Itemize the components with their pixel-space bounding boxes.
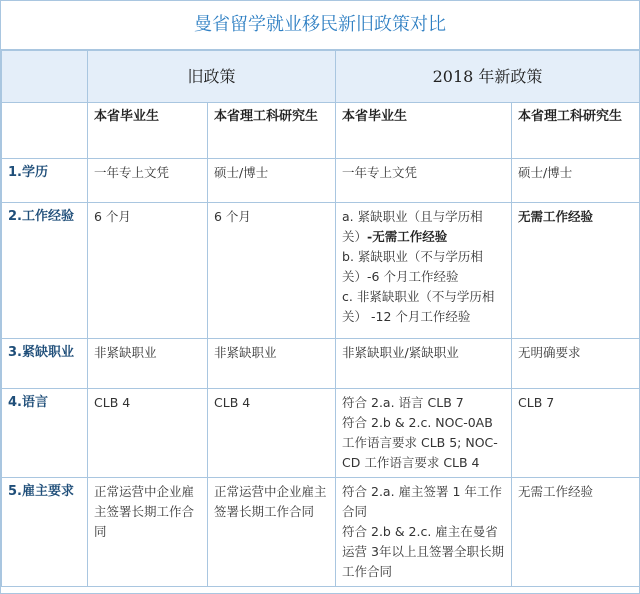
cell-line: 一年专上文凭 <box>94 165 170 180</box>
cell-text <box>208 389 336 478</box>
cell-text <box>88 478 208 587</box>
sub-header-row <box>2 103 640 159</box>
old-policy-header: 旧政策 <box>88 51 336 103</box>
cell-text <box>88 159 208 203</box>
cell-line: 符合 2.b & 2.c. 雇主在曼省运营 3年以上且签署全职长期工作合同 <box>342 524 504 579</box>
cell-text <box>512 203 640 339</box>
row-label-employer-requirement: 5.雇主要求 <box>2 478 88 587</box>
cell-line: 6 个月 <box>94 209 131 224</box>
new-policy-header: 2018 年新政策 <box>336 51 640 103</box>
cell-text <box>336 339 512 389</box>
cell-line: c. 非紧缺职业（不与学历相关） -12 个月工作经验 <box>342 289 495 324</box>
table-row <box>2 339 640 389</box>
cell-line: 符合 2.a. 雇主签署 1 年工作合同 <box>342 484 502 519</box>
row-label-shortage-occupation: 3.紧缺职业 <box>2 339 88 389</box>
row-label-education: 1.学历 <box>2 159 88 203</box>
sub-header-old-graduate: 本省毕业生 <box>88 103 208 159</box>
table-row <box>2 159 640 203</box>
table-row <box>2 203 640 339</box>
cell-text <box>512 159 640 203</box>
cell-line: CLB 4 <box>214 395 251 410</box>
cell-text <box>208 339 336 389</box>
sub-header-old-stem: 本省理工科研究生 <box>208 103 336 159</box>
cell-line: CLB 4 <box>94 395 131 410</box>
cell-line: 硕士/博士 <box>214 165 269 180</box>
cell-text <box>512 339 640 389</box>
cell-text <box>512 478 640 587</box>
cell-line: a. 紧缺职业（且与学历相关） <box>342 209 483 244</box>
cell-line: 6 个月 <box>214 209 251 224</box>
sub-header-new-graduate: 本省毕业生 <box>336 103 512 159</box>
cell-line: 非紧缺职业 <box>214 345 277 360</box>
cell-text <box>208 159 336 203</box>
cell-line: 非紧缺职业/紧缺职业 <box>342 345 459 360</box>
cell-text <box>336 389 512 478</box>
cell-text <box>336 478 512 587</box>
sub-header-blank <box>2 103 88 159</box>
cell-line: 无需工作经验 <box>518 484 594 499</box>
cell-text <box>208 203 336 339</box>
cell-text <box>88 203 208 339</box>
cell-text <box>336 159 512 203</box>
cell-line: 正常运营中企业雇主签署长期工作合同 <box>214 484 327 519</box>
row-label-work-experience: 2.工作经验 <box>2 203 88 339</box>
corner-cell <box>2 51 88 103</box>
cell-line-emphasis: -无需工作经验 <box>367 229 448 244</box>
cell-line: 正常运营中企业雇主签署长期工作合同 <box>94 484 195 539</box>
cell-line: b. 紧缺职业（不与学历相关）-6 个月工作经验 <box>342 249 483 284</box>
cell-line: 符合 2.a. 语言 CLB 7 <box>342 395 464 410</box>
cell-text <box>208 478 336 587</box>
cell-line: 非紧缺职业 <box>94 345 157 360</box>
table-row <box>2 389 640 478</box>
group-header-row <box>2 51 640 103</box>
cell-line: 无需工作经验 <box>518 209 594 224</box>
cell-line: CLB 7 <box>518 395 555 410</box>
cell-line: 符合 2.b & 2.c. NOC-0AB 工作语言要求 CLB 5; NOC-CD 工作语言要求 CLB 4 <box>342 415 498 470</box>
cell-line: 一年专上文凭 <box>342 165 418 180</box>
cell-line: 硕士/博士 <box>518 165 573 180</box>
table-row <box>2 478 640 587</box>
cell-text <box>88 339 208 389</box>
cell-text <box>88 389 208 478</box>
document-title: 曼省留学就业移民新旧政策对比 <box>1 1 639 50</box>
row-label-language: 4.语言 <box>2 389 88 478</box>
cell-text <box>512 389 640 478</box>
cell-line: 无明确要求 <box>518 345 581 360</box>
policy-table <box>1 50 640 587</box>
cell-text <box>336 203 512 339</box>
sub-header-new-stem: 本省理工科研究生 <box>512 103 640 159</box>
